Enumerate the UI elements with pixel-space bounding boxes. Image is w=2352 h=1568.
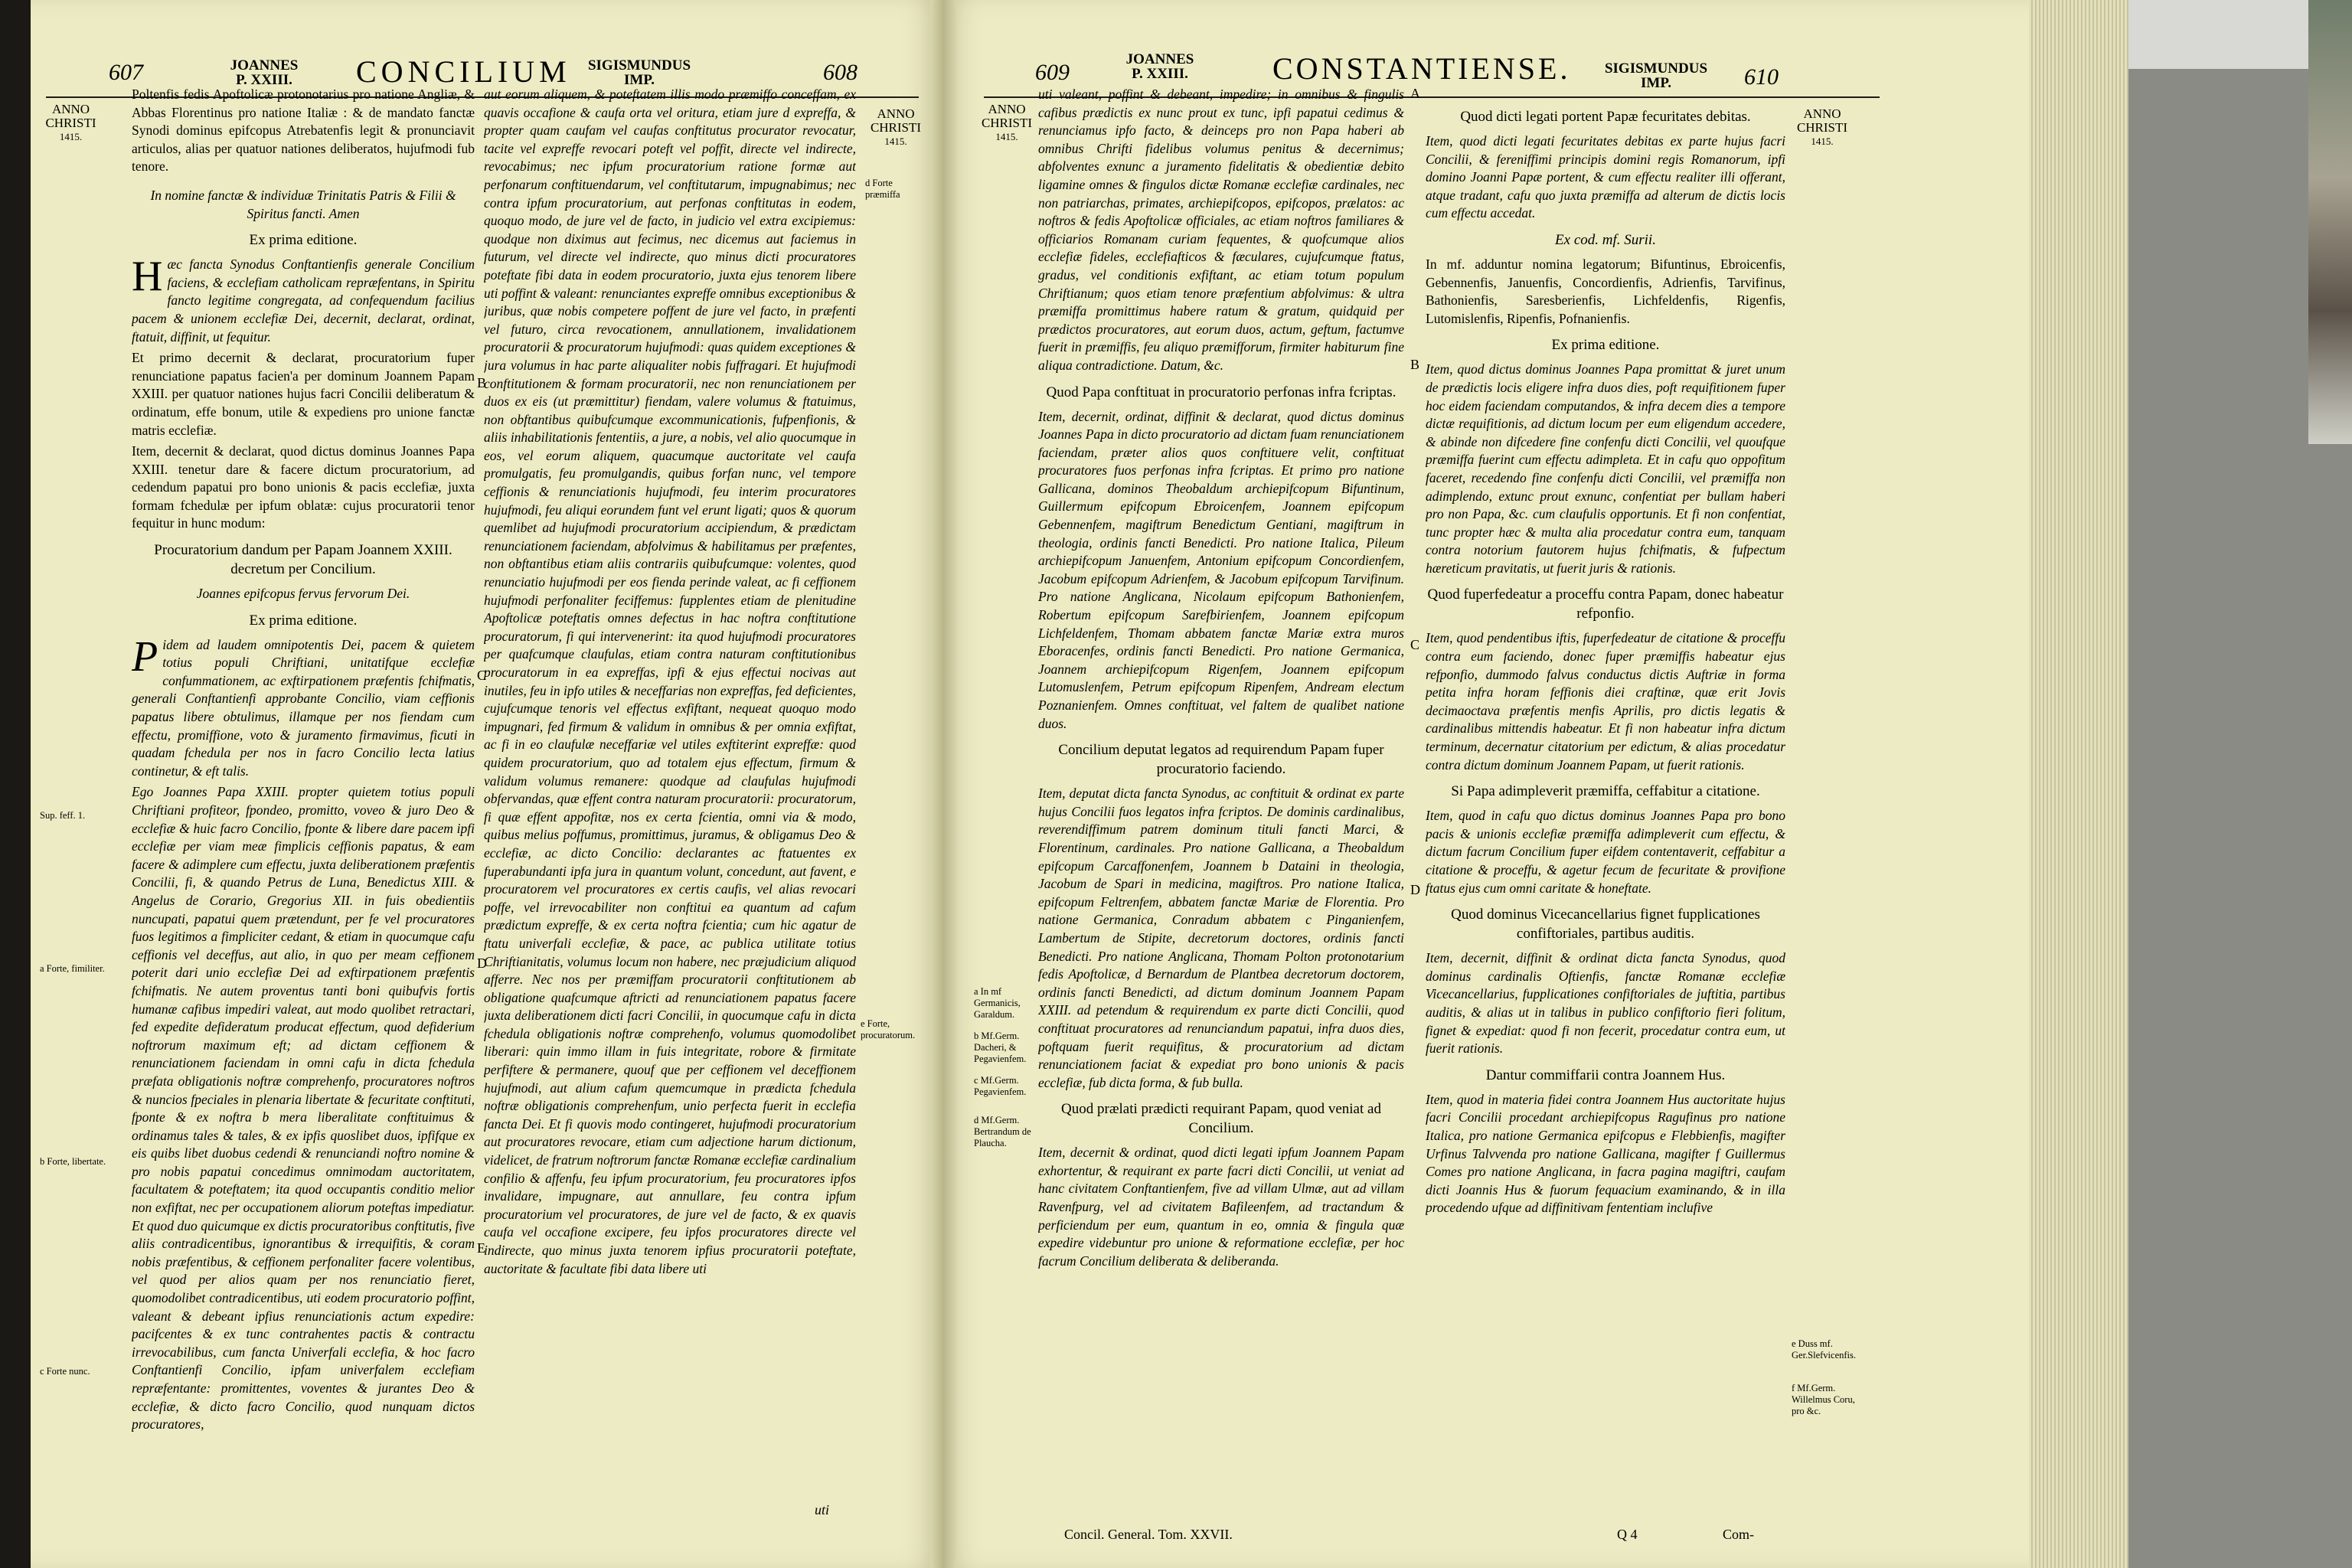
photo-edge (2308, 0, 2352, 444)
pope-name: JOANNES (1125, 51, 1194, 67)
section-heading: Ex prima editione. (249, 232, 358, 249)
emperor-name: SIGISMUNDUS (587, 57, 691, 74)
section-letter: D (1410, 882, 1420, 897)
margin-note: a In mf Germanicis, Garaldum. (974, 986, 1021, 1020)
section-heading: Concilium deputat legatos ad requirendum Papam fuper procuratorio faciendo. (1058, 742, 1384, 778)
paragraph: Poltenfis fedis Apoftolicæ protonotarius pro natione Angliæ, & Abbas Florentinus pro natione Italiæ : & de mandato fanctæ Synodi dominus epifcopus Atrebatenfis legit & pronunciavit articulos, alias per quatuor nationes deliberatos, hujufmodi fub tenore. (132, 87, 475, 175)
section-heading: Si Papa adimpleverit præmiffa, ceffabitur a citatione. (1451, 783, 1760, 800)
catchword-right: Com- (1723, 1527, 1755, 1542)
paragraph: Item, deputat dicta fancta Synodus, ac conftituit & ordinat ex parte hujus Concilii fuos legatos infra fcriptos. De dominis cardinalibus, reverendiffimum patrem dominum tituli fancti Marci, & Florentinum, cardinales. Pro natione Gallicana, a Theobaldum epifcopum Carcaffonenfem, Joannem b Dataini in theologia, Jacobum de Spari in medicina, magiftros. Pro natione Italica, epifcopum Feltrenfem, abbatem fanctæ Mariæ de Florentia. Pro natione Germanica, Conradum abbatem c Pinganienfem, Lambertum de Stipite, decretorum doctores, ordinis fancti Benedicti. Pro natione Anglicana, Thomam Polton protonotarium fedis Apoftolicæ, d Bernardum de Plantbea decretorum doctorem, ordinis fancti Benedicti, ad dictum dominum Joannem Papam XXIII. ad petendum & requirendum ex parte dicti Concilii, quod conftituat procuratores ad renunciandum papatui, infra duos dies, poftquam fuerit requifitus, & procuratorium ad dictam renunciationem faciat & expediat pro bono unionis & pacis ecclefiæ, fub dicta forma, & fub bulla. (1038, 786, 1404, 1090)
section-letter: E (477, 1240, 485, 1256)
background-left (0, 0, 31, 1568)
margin-note: f Mf.Germ. Willelmus Coru, pro &c. (1792, 1383, 1855, 1416)
catchword-left: uti (815, 1502, 830, 1517)
pope-name-left (222, 58, 306, 87)
paragraph: Ego Joannes Papa XXIII. propter quietem totius populi Chriftiani profiteor, fpondeo, promitto, voveo & juro Deo & ecclefiæ & huic facro Concilio, fponte & libere dare pacem ipfi ecclefiæ per viam meæ fimplicis ceffionis papatus, & eam facere & adimplere cum effectu, juxta deliberationem præfentis Concilii, fi, & quando Petrus de Luna, Benedictus XIII. & Angelus de Corario, Gregorius XII. in fuis obedientiis nuncupati, papatui quem prætendunt, per fe vel procuratores fuos legitimos a fimpliciter cedant, & etiam in quocumque cafu ceffionis vel deceffus, aut alio, in quo per meam ceffionem poterit dari unio ecclefiæ Dei ad exftirpationem præfentis fchifmatis. Ne autem proventus tanti boni quibufvis fortis humanæ cafibus impediri valeat, aut modo quolibet retractari, fed expedite defideratum producat effectum, quod defiderium noftrorum maximum eft; ad dictam ceffionem & renunciationem faciendam in omni cafu in dicta fchedula præfata obligationis noftræ comprehenfo, procuratores noftros & nuncios fpeciales in plenaria libertate & fecuritate conftituti, fponte & ex noftra b mera liberalitate conftituimus & ordinamus tales & tales, & ex ipfis quoslibet duos, ipfifque ex eis quibs libet duobus cedendi & renunciandi noftro nomine & pro nobis papatui concedimus omnimodam auctoritatem, facultatem & poteftatem; ita quod occupantis conditio melior non exfiftat, nec per occupationem aliorum poteftas impediatur. Et quod duo quicumque ex dictis procuratoribus conftitutis, five aliis contradicentibus, ignorantibus & irrequifitis, & coram nobis præfentibus, & ceffionem perfonaliter facere volentibus, vel quod per alios quam per nos renunciatio fieret, quomodolibet contradicentibus, uti eodem procuratorio poffint, valeant & debeant ipfius renunciationis actum expedire: pacifcentes & ex tunc contrahentes pactis & contractu irrevocabilibus, cum fancta Univerfali ecclefia, & hoc facro Conftantienfi Concilio, ipfam univerfalem ecclefiam repræfentante: promittentes, voventes & jurantes Deo & ecclefiæ, & dicto facro Concilio, quod nunquam dictos procuratores, (132, 784, 475, 1432)
anno-christi-right-inner (976, 103, 1037, 144)
paragraph-text: idem ad laudem omnipotentis Dei, pacem & quietem totius populi Chriftiani, unitatifque ecclefiæ confummationem, ac exftirpationem præfentis fchifmatis, generali Conftantienfi approbante Concilio, viam ceffionis papatus libere obtulimus, illamque per nos fiendam cum effectu, promiffione, voto & juramento firmavimus, ficuti in quadam fchedula per nos in facro Concilio lecta latius continetur, & eft talis. (132, 636, 475, 779)
margin-note: b Forte, libertate. (40, 1156, 106, 1167)
section-letter: B (1410, 357, 1420, 372)
anno-year: 1415. (1811, 136, 1834, 147)
paragraph: aut eorum aliquem, & poteftatem illis modo præmiffo conceffam, ex quavis occafione & caufa orta vel oritura, etiam jure d expreffa, & propter quam caufam vel caufas conftitutus procurator revocatur, tacite vel expreffe revocari poteft vel poffit, directe vel indirecte, revocabimus; nec ipfum procuratorium ratione formæ aut perfonarum conftituendarum, vel conftitutarum, impugnabimus; nec contra ipfum procuratorium, aut perfonas conftitutas in eodem, quoquo modo, de jure vel de facto, in judicio vel extra excipiemus: quodque non diximus aut fecimus, nec dicemus aut faciemus in futurum, vel directe vel indirecte, quo minus dicti procuratores poteftate fibi data in eodem procuratorio, juxta ejus tenorem libere uti poffint & valeant: renunciantes expreffe omnibus exceptionibus & juribus, quæ nobis competere poffent de jure vel facto, in præfenti vel futuro, circa revocationem, annullationem, invalidationem procuratorii & procuratorum hujufmodi: quas quidem exceptiones & jura volumus in hac parte aliqualiter nobis fuffragari. Et hujufmodi conftitutionem & formam procuratorii, nec non renunciationem per duos ex eis (ut præmittitur) fiendam, valere volumus & ftatuimus, non obftantibus quibufcumque excommunicationis, fufpenfionis, & aliis inhabilitationis fententiis, a jure, a nobis, vel alio quocumque in eos, vel eorum aliquem, quacumque auctoritate vel caufa promulgatis, feu promulgandis, quibus forfan nunc, vel tempore ceffionis & renunciationis hujufmodi, feu interim procuratores hujufmodi, feu aliqui eorundem funt vel erunt ligati; quos & quorum quemlibet ad hujufmodi procuratorium accipiendum, & prædictam renunciationem faciendam, abfolvimus & habilitamus per præfentes, non obftantibus etiam aliis contrariis quibufcumque: volentes, quod renunciatio hujufmodi per eos fienda perinde valeat, ac fi ceffionem hujufmodi perfonaliter feciffemus: fupplentes etiam de plenitudine Apoftolicæ poteftatis omnes defectus in hac noftra conftitutione procuratorum, fi qui intervenerint: ita quod hujufmodi procuratores per quafcumque claufulas, etiam contra naturam conftitutionibus procuratorum in ea expreffas, ipfi & ejus effectui nocivas aut inutiles, feu in ipfo utiles & neceffarias non expreffas, fed deficientes, cujufcumque tenoris vel effectus exfiftant, nequeat quoquo modo impugnari, fed firmum & validum in omnibus & per omnia exfiftat, ac fi in eo claufulæ neceffariæ vel utiles exftiterint expreffæ: quod quidem procuratorium, quo ad totalem ejus effectum, firmum & validum volumus remanere: quodque ad claufulas hujufmodi obfervandas, quæ effent contra naturam procuratorii: procuratorum, fi quæ effent appofitæ, nos ex certa fcientia, omni via & modo, quibus melius poffumus, promittimus, juramus, & obligamus Deo & ecclefiæ, ac dicto Concilio: declarantes ac ftatuentes ex fuperabundanti ipfa jura in quantum volunt, concedunt, aut favent, e procuratorem vel procuratores ex certis caufis, vel alias revocari poffe, vel irrevocabiliter non conftitui ea quantum ad cafum prædictum expreffe, & ex certa noftra fcientia; cum hic agatur de ftatu univerfali ecclefiæ, & pace, ac publica utilitate totius Chriftianitatis, volumus locum non habere, nec præjudicium aliquod afferre. Nec nos per præmiffam procuratorii conftitutionem ab obligatione quafcumque aftricti ad renunciationem papatus facere juxta deliberationem dicti facri Concilii, in quocumque cafu in dicta fchedula obligationis noftræ comprehenfo, volumus quomodolibet liberari: quin immo illam in fuis integritate, robore & firmitate perfiftere & permanere, quouf que per ceffionem vel deceffionem hujufmodi, aut alium cafum quemcumque in prædicta fchedula noftræ obligationis comprehenfum, unio perfecta fuerit in ecclefia fancta Dei. Et fi quovis modo contingeret, hujufmodi procuratorium aut procuratores revocare, etiam cum adjectione harum dictionum, videlicet, de fratrum noftrorum fanctæ Romanæ ecclefiæ cardinalium confilio & affenfu, feu ipfum procuratorium, feu procuratores ipfos invalidare, impugnare, aut annullare, feu contra ipfum procuratorium vel procuratores, de jure vel de facto, & ex quavis caufa vel occafione excipere, feu ipfos procuratores directe vel indirecte, quo minus juxta tenorem ipfius procuratorii poteftate, auctoritate & facultate fibi data libere uti (484, 87, 856, 1276)
paragraph: Item, decernit & ordinat, quod dicti legati ipfum Joannem Papam exhortentur, & requirant ex parte facri dicti Concilii, ut veniat ad hanc civitatem Conftantienfem, five ad villam Ulmæ, aut ad villam Ravenfpurg, vel ad civitatem Bafileenfem, ad tractandum & perficiendum per eum, quantum in eo, omnia & fingula quæ expedire videbuntur pro unione & reformatione ecclefiæ, per hoc facrum Concilium deliberata & deliberanda. (1038, 1145, 1404, 1269)
anno-year: 1415. (884, 136, 907, 147)
emperor-name-left (582, 58, 697, 87)
margin-note: c Mf.Germ. Pegavienfem. (974, 1075, 1027, 1097)
text-column-2 (484, 86, 856, 1502)
section-heading: Ex cod. mf. Surii. (1555, 231, 1656, 248)
pope-name: JOANNES (230, 57, 299, 74)
section-heading: Quod dominus Vicecancellarius fignet fupplicationes confiftoriales, partibus auditis. (1451, 906, 1760, 942)
text-column-4 (1426, 100, 1785, 1508)
paragraph: Et primo decernit & declarat, procuratorium fuper renunciatione papatus facien'a per dominum Joannem Papam XXIII. per quatuor nationes hujus facri Concilii deliberatum & ordinatum, effe bonum, utile & expediens pro unione fanctæ matris ecclefiæ. (132, 350, 475, 438)
section-heading: Quod prælati prædicti requirant Papam, quod veniat ad Concilium. (1061, 1101, 1381, 1137)
paragraph: Item, quod dictus dominus Joannes Papa promittat & juret unum de prædictis locis eligere infra duos dies, poft requifitionem fuper hoc eidem faciendam computandos, & infra decem dies a tempore dictæ requifitionis, ad dictum locum per eum eligendum accedere, & abinde non difcedere fine confenfu dicti Concilii, vel quoufque præmiffa fuerint cum effectu adimpleta. Et in cafu quo oppofitum faceret, recedendo fine confenfu dicti Concilii, vel præmiffa non adimplendo, extunc prout exnunc, confentiat per bullam haberi pro non Papa, &c. cum claufulis opportunis. Et fi non confentiat, tunc propter hæc & multa alia procedatur contra eum, tanquam contra notorium fautorem hujus fchifmatis, & fufpectum hæreticum pravitatis, ut fuerit juris & rationis. (1426, 361, 1785, 576)
page-number-610: 610 (1744, 64, 1779, 90)
pope-title: P. XXIII. (1132, 66, 1188, 82)
page-number-609: 609 (1035, 60, 1070, 85)
margin-note: b Mf.Germ. Dacheri, & Pegavienfem. (974, 1031, 1027, 1064)
anno-word: ANNO (1803, 106, 1841, 121)
section-heading: Ex prima editione. (249, 612, 358, 629)
paragraph: Item, decernit, diffinit & ordinat dicta fancta Synodus, quod dominus cardinalis Oftienfis, fanctæ Romanæ ecclefiæ Vicecancellarius, fupplicationes confiftoriales de juftitia, partibus auditis, & alias ut in talibus in publico confiftorio fieri folitum, fignet & expediat: quod fi non fecerit, procedatur contra eum, ut fuerit rationis. (1426, 950, 1785, 1057)
paragraph: uti valeant, poffint & debeant, impedire; in omnibus & fingulis cafibus prædictis ex nunc prout ex tunc, ipfi papatui cedimus & renunciamus ipfo facto, & deinceps pro non Papa haberi ab omnibus Chrifti fidelibus volumus penitus & decernimus; abfolventes exnunc a juramento fidelitatis & obedientiæ debito ligamine omnes & fingulos dictæ Romanæ ecclefiæ cardinales, nec non patriarchas, primates, archiepifcopos, epifcopos, prælatos: ac noftros & fedis Apoftolicæ officiales, ac etiam noftros familiares & officiarios Romanam curiam fequentes, & quofcumque alios ecclefiæ fideles, ecclefiafticos & fæculares, cujufcumque ftatus, gradus, vel conditionis exfiftant, ac etiam totum populum Chriftianum; quos etiam tenore præfentium abfolvimus: & ultra præmiffa promittimus habere ratum & gratum, quidquid per prædictos procuratores, aut eorum duos, actum, geftum, factumve fuerit in præmiffis, feu aliquo præmifforum, firmiter habiturum fine aliqua contradictione. Datum, &c. (1038, 87, 1404, 373)
paragraph (132, 253, 475, 346)
section-heading: Ex prima editione. (1551, 337, 1660, 354)
drop-cap: P (132, 632, 158, 681)
book-gutter (930, 0, 957, 1568)
sheet-signature: Q 4 (1617, 1527, 1638, 1542)
christi-word: CHRISTI (870, 120, 922, 135)
anno-year: 1415. (995, 131, 1018, 142)
margin-note: c Forte nunc. (40, 1366, 90, 1377)
page-number-608: 608 (823, 60, 858, 85)
paragraph: Item, decernit & declarat, quod dictus dominus Joannes Papa XXIII. tenetur dare & facere dictum procuratorium, ad cedendum papatui pro bono unionis & pacis ecclefiæ, juxta formam fchedulæ per ipfum oblatæ: cujus procuratorii tenor fequitur in hunc modum: (132, 443, 475, 531)
page-edges (2029, 0, 2128, 1568)
paragraph: Item, quod in materia fidei contra Joannem Hus auctoritate hujus facri Concilii procedant archiepifcopus Ragufinus pro natione Italica, pro natione Germanica epifcopus e Flebbienfis, magifter Urfinus Talvvenda pro natione Gallicana, magifter f Guillermus Comes pro natione Anglicana, in facra pagina magiftri, caufam dicti Joannis Hus & fuorum fequacium examinando, & in illa procedendo ufque ad diffinitivam fententiam inclufive (1426, 1091, 1785, 1216)
margin-note: e Duss mf. Ger.Slefvicenfis. (1792, 1338, 1857, 1361)
section-heading: Dantur commiffarii contra Joannem Hus. (1485, 1067, 1726, 1083)
section-letter: D (477, 956, 487, 971)
section-letter: A (1410, 86, 1420, 101)
emperor-title: IMP. (1641, 75, 1671, 91)
section-heading: Quod fuperfedeatur a proceffu contra Papam, donec habeatur refponfio. (1427, 586, 1784, 622)
drop-cap: H (132, 253, 163, 301)
margin-note: Sup. feff. 1. (40, 810, 86, 821)
paragraph: Item, quod pendentibus iftis, fuperfedeatur de citatione & proceffu contra eum faciendo, donec fuper præmiffis habeatur ejus refponfio, dummodo falvus conductus dictis Auftriæ in forma petita infra horam feffionis diei craftinæ, quæ erit Jovis decimaoctava præfentis menfis Aprilis, pro dictis legatis & cardinalibus mittendis habeatur. Et fi non habeatur infra dictum terminum, decernatur citatorium per edictum, & alias procedatur contra dictum dominum Joannem Papam, ut fuerit rationis. (1426, 630, 1785, 773)
running-title-right: CONSTANTIENSE. (1272, 51, 1571, 86)
section-heading: Procuratorium dandum per Papam Joannem XXIII. decretum per Concilium. (154, 542, 452, 578)
paragraph: Item, decernit, ordinat, diffinit & declarat, quod dictus dominus Joannes Papa in dicto procuratorio ad dictam fuam renunciationem faciendam, præter alios quos conftituere velit, conftituat procuratores fuos perfonas infra fcriptas. Et primo pro natione Gallicana, dominos Theobaldum archiepifcopum Bifuntinum, Guillermum epifcopum Ebroicenfem, Joannem epifcopum Gebennenfem, magiftrum Benedictum Gentiani, magiftrum in theologia, ordinis fancti Benedicti. Pro natione Italica, Pileum archiepifcopum Januenfem, Antonium epifcopum Concordienfem, Jacobum epifcopum Adrienfem, & Jacobum epifcopum Tarvifinum. Pro natione Anglicana, Nicolaum epifcopum Bathonienfem, Robertum epifcopum Sarefbirienfem, Joannem epifcopum Lichfeldenfem, Thomam abbatem fanctæ Mariæ extra muros Eboracenfes, ordinis fancti Benedicti. Pro natione Germanica, Joannem archiepifcopum Rigenfem, Joannem epifcopum Lutomuslenfem, Petrum epifcopum Ripenfem, Andream electum Poznanienfem. Omnes conftituat, vel faltem de qualibet natione duos. (1038, 408, 1404, 731)
paragraph-text: æc fancta Synodus Conftantienfis generale Concilium faciens, & ecclefiam catholicam repræfentans, in Spiritu fancto legitime congregata, ad confequendum facilius pacem & unionem ecclefiæ Dei, decernit, declarat, ordinat, ftatuit, diffinit, ut fequitur. (132, 256, 475, 345)
christi-word: CHRISTI (981, 116, 1033, 130)
margin-note: d Mf.Germ. Bertrandum de Plaucha. (974, 1115, 1031, 1148)
anno-word: ANNO (51, 102, 90, 116)
text-column-3 (1038, 86, 1404, 1517)
subheading: Joannes epifcopus fervus fervorum Dei. (196, 586, 410, 602)
paragraph: Item, quod in cafu quo dictus dominus Joannes Papa pro bono pacis & unionis ecclefiæ præmiffa adimpleverit cum effectu, & dictum facrum Concilium fuper eifdem contentaverit, ceffabitur a citatione & proceffu, & agetur fecum de fecuritate & provifione ftatus ejus cum omni caritate & honeftate. (1426, 808, 1785, 896)
running-title-left: CONCILIUM (356, 54, 571, 89)
section-letter: B (477, 375, 487, 390)
christi-word: CHRISTI (1796, 120, 1848, 135)
margin-note: d Forte præmiffa (865, 178, 900, 200)
section-letter: C (477, 668, 487, 683)
paragraph: Item, quod dicti legati fecuritates debitas ex parte hujus facri Concilii, & fereniffimi principis domini regis Romanorum, ipfi domino Joanni Papæ portent, & cum effectu realiter illi offerant, atque tradant, cafu quo juxta præmiffa ad alterum de dictis locis cum effectu accedat. (1426, 133, 1785, 221)
emperor-title: IMP. (624, 72, 655, 88)
christi-word: CHRISTI (45, 116, 96, 130)
pope-title: P. XXIII. (236, 72, 292, 88)
anno-year: 1415. (59, 131, 83, 142)
invocation: In nomine fanctæ & individuæ Trinitatis Patris & Filii & Spiritus fancti. Amen (150, 187, 456, 221)
anno-word: ANNO (877, 106, 915, 121)
paragraph (132, 632, 475, 781)
text-column-1 (132, 86, 475, 1525)
emperor-name: SIGISMUNDUS (1604, 60, 1708, 77)
anno-word: ANNO (988, 102, 1026, 116)
anno-christi-mid (865, 107, 926, 149)
margin-note: e Forte, procuratorum. (861, 1018, 916, 1040)
section-heading: Quod dicti legati portent Papæ fecuritates debitas. (1460, 109, 1751, 125)
margin-note: a Forte, fimiliter. (40, 963, 105, 974)
emperor-name-right (1599, 61, 1713, 90)
pope-name-right (1118, 52, 1202, 81)
anno-christi-right (1792, 107, 1853, 149)
section-letter: C (1410, 637, 1420, 652)
page-number-607: 607 (109, 60, 143, 85)
section-heading: Quod Papa conftituat in procuratorio perfonas infra fcriptas. (1046, 384, 1396, 400)
volume-signature: Concil. General. Tom. XXVII. (1064, 1527, 1233, 1542)
anno-christi-left (42, 103, 100, 144)
paragraph: In mf. adduntur nomina legatorum; Bifuntinus, Ebroicenfis, Gebennenfis, Januenfis, Concordienfis, Adrienfis, Tarvifinus, Bathonienfis, Saresberienfis, Lichfeldenfis, Rigenfis, Lutomislenfis, Ripenfis, Pofnanienfis. (1426, 256, 1785, 326)
